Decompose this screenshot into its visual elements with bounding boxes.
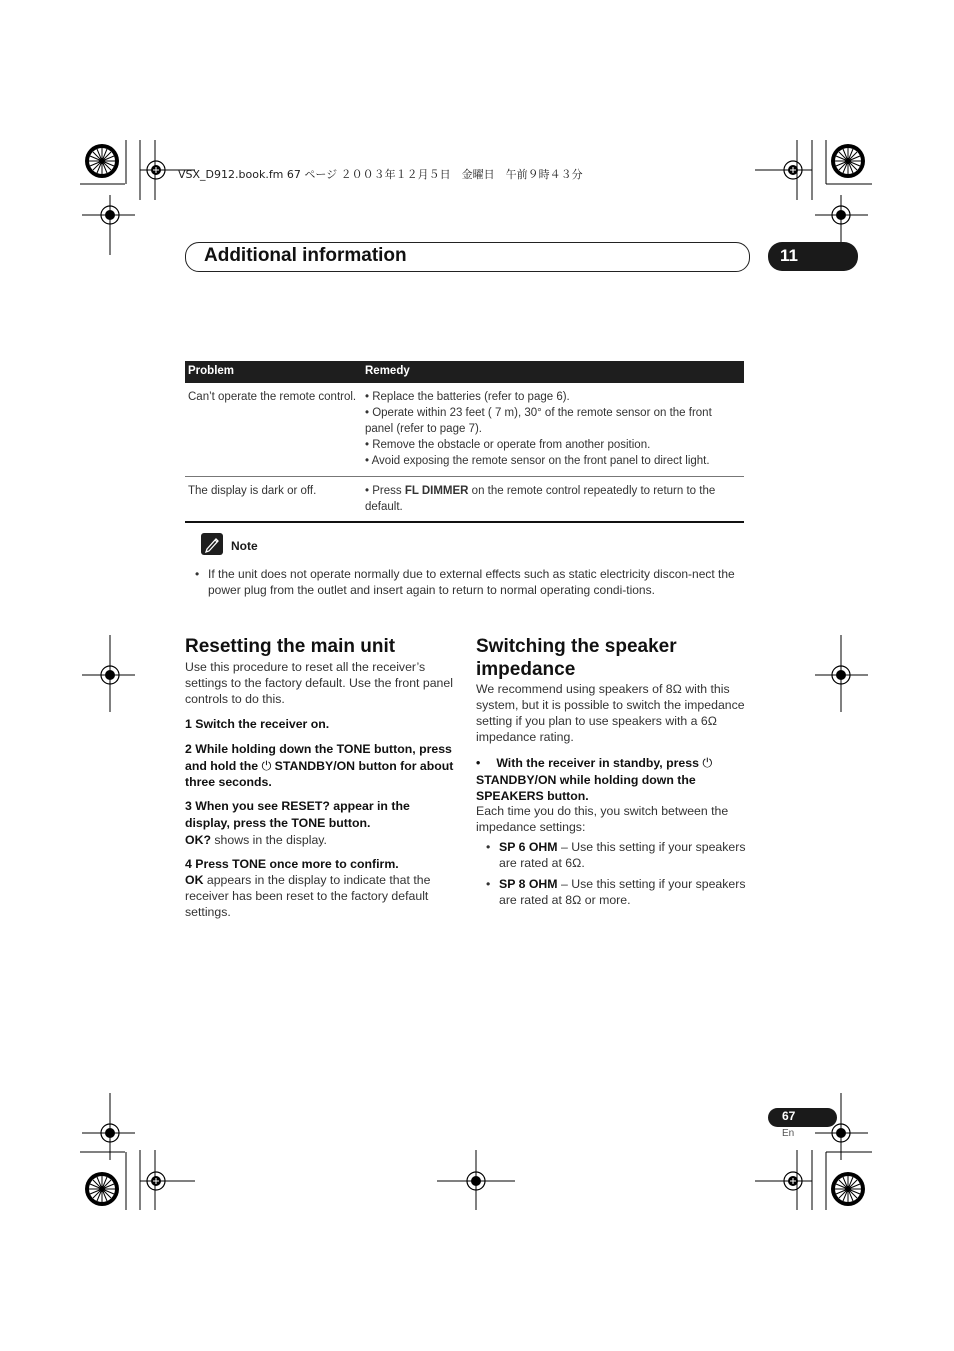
troubleshooting-table <box>185 361 744 523</box>
table-row <box>185 477 744 523</box>
remedy-cell <box>362 477 744 523</box>
reset-step-4: 4 Press TONE once more to confirm. <box>185 857 399 871</box>
reset-step-3: 3 When you see RESET? appear in the display, press the TONE button. <box>185 799 410 830</box>
reset-step-3-result <box>185 832 457 848</box>
option-name: SP 6 OHM <box>499 840 558 854</box>
reset-step-1: 1 Switch the receiver on. <box>185 717 330 731</box>
display-text: OK? <box>185 833 211 847</box>
remedy-suffix: on the remote control repeatedly to return to the default. <box>365 485 716 513</box>
option-desc: – Use this setting if your speakers are rated at 8Ω or more. <box>499 877 746 907</box>
result-text: shows in the display. <box>210 833 327 847</box>
bullet: • <box>195 567 200 581</box>
reset-intro: Use this procedure to reset all the receiver’s settings to the factory default. Use the front panel controls to do this. <box>185 660 453 706</box>
section-title-impedance: Switching the speaker impedance <box>476 636 677 680</box>
page-title: Additional information <box>204 245 407 266</box>
impedance-after: Each time you do this, you switch between the impedance settings: <box>476 804 729 834</box>
power-icon: ⏻ <box>702 756 713 770</box>
problem-cell: The display is dark or off. <box>185 477 362 523</box>
remedy-item: • Replace the batteries (refer to page 6). <box>365 391 570 403</box>
note-body: If the unit does not operate normally due to external effects such as static electricity discon-nect the power plug from the outlet and insert again to return to normal operating condi-tions. <box>208 567 735 597</box>
language-code: En <box>782 1128 795 1139</box>
result-text: appears in the display to indicate that the receiver has been reset to the factory default settings. <box>185 873 431 919</box>
display-text: OK <box>185 873 204 887</box>
reset-step-4-result <box>185 872 455 920</box>
impedance-option <box>486 839 746 871</box>
impedance-option <box>486 876 746 908</box>
impedance-instruction <box>476 755 746 805</box>
bullet: • <box>476 756 481 770</box>
table-row <box>185 383 744 477</box>
instruction-text: With the receiver in standby, press <box>496 756 703 770</box>
page-number: 67 <box>782 1109 796 1123</box>
problem-cell: Can’t operate the remote control. <box>185 383 362 477</box>
chapter-number: 11 <box>780 246 798 265</box>
option-name: SP 8 OHM <box>499 877 558 891</box>
note-label: Note <box>231 539 258 553</box>
power-icon: ⏻ <box>261 758 272 773</box>
reset-step-2 <box>185 741 457 791</box>
remedy-item: • Operate within 23 feet ( 7 m), 30° of the remote sensor on the front panel (refer to page 7). <box>365 407 712 435</box>
remedy-cell <box>362 383 744 477</box>
note-pencil-icon <box>201 533 223 555</box>
column-header-remedy: Remedy <box>362 361 744 383</box>
note-text <box>195 566 747 598</box>
option-desc: – Use this setting if your speakers are rated at 6Ω. <box>499 840 746 870</box>
impedance-intro: We recommend using speakers of 8Ω with this system, but it is possible to switch the impedance setting if you plan to use speakers with a 6Ω impedance rating. <box>476 682 745 744</box>
table-header-row <box>185 361 744 383</box>
bullet: • <box>486 840 491 854</box>
remedy-prefix: • Press <box>365 485 405 497</box>
column-header-problem: Problem <box>185 361 362 383</box>
bullet: • <box>486 877 491 891</box>
instruction-text-end: STANDBY/ON while holding down the SPEAKERS button. <box>476 772 696 803</box>
section-title-reset: Resetting the main unit <box>185 636 396 657</box>
page-number-badge <box>768 1108 837 1127</box>
remedy-item: • Remove the obstacle or operate from another position. <box>365 439 651 451</box>
button-name: FL DIMMER <box>404 485 469 497</box>
step-2-text: 2 While holding down the TONE button, press and hold the <box>185 742 452 773</box>
step-2-text-end: STANDBY/ON button for about three seconds. <box>185 758 454 789</box>
remedy-item: • Avoid exposing the remote sensor on the front panel to direct light. <box>365 455 710 467</box>
print-info: VSX_D912.book.fm 67 ページ ２００３年１２月５日 金曜日 午前９時４３分 <box>178 168 583 181</box>
